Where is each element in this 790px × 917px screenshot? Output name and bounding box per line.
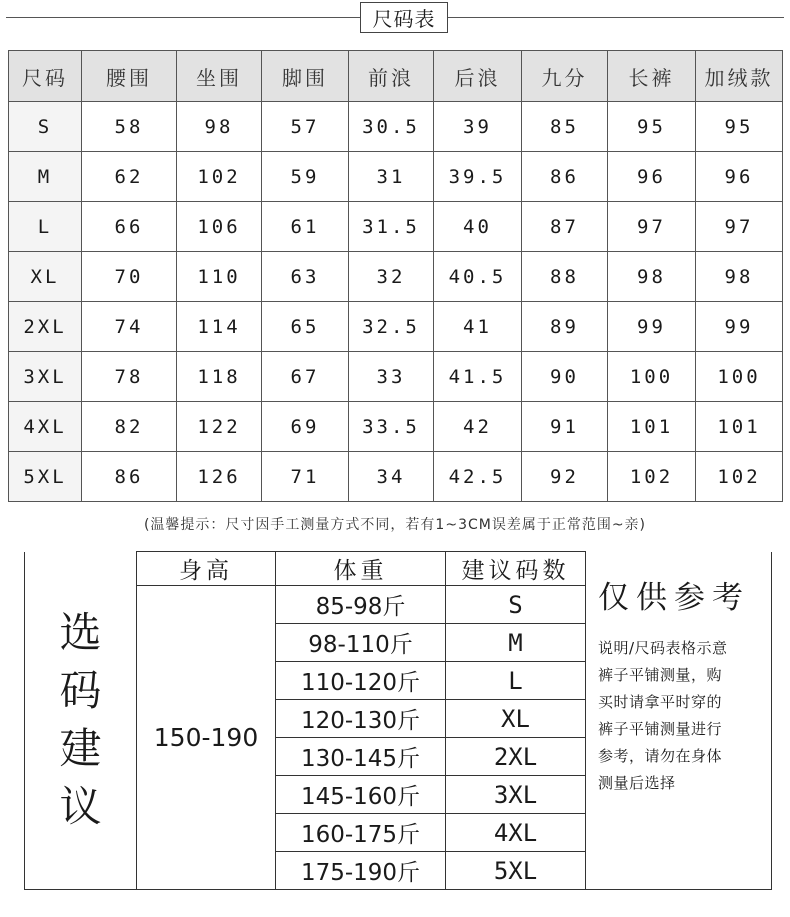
recommended-size-cell: XL bbox=[446, 700, 586, 738]
recommended-size-cell: 2XL bbox=[446, 738, 586, 776]
table-cell: 96 bbox=[608, 152, 696, 202]
size-cell: S bbox=[9, 102, 82, 152]
table-cell: 32 bbox=[349, 252, 434, 302]
table-cell: 106 bbox=[177, 202, 262, 252]
table-row bbox=[9, 202, 783, 252]
note-line: 裤子平铺测量进行 bbox=[598, 719, 723, 738]
table-row bbox=[9, 452, 783, 502]
table-cell: 34 bbox=[349, 452, 434, 502]
table-cell: 62 bbox=[82, 152, 177, 202]
recommended-size-cell: L bbox=[446, 662, 586, 700]
size-cell: L bbox=[9, 202, 82, 252]
header-hem: 脚围 bbox=[262, 51, 349, 102]
header-ankle-length: 九分 bbox=[522, 51, 608, 102]
table-cell: 92 bbox=[522, 452, 608, 502]
table-cell: 90 bbox=[522, 352, 608, 402]
title-divider-left bbox=[6, 17, 360, 18]
note-line: 说明/尺码表格示意 bbox=[598, 638, 728, 657]
table-cell: 32.5 bbox=[349, 302, 434, 352]
table-cell: 98 bbox=[177, 102, 262, 152]
note-title: 仅供参考 bbox=[598, 579, 750, 616]
table-cell: 98 bbox=[696, 252, 783, 302]
header-height: 身高 bbox=[137, 552, 276, 586]
table-cell: 110 bbox=[177, 252, 262, 302]
table-cell: 126 bbox=[177, 452, 262, 502]
table-cell: 74 bbox=[82, 302, 177, 352]
size-cell: 3XL bbox=[9, 352, 82, 402]
table-cell: 78 bbox=[82, 352, 177, 402]
weight-cell: 85-98斤 bbox=[276, 586, 446, 624]
note-line: 裤子平铺测量，购 bbox=[598, 665, 723, 684]
size-cell: M bbox=[9, 152, 82, 202]
measurement-tip: (温馨提示：尺寸因手工测量方式不同，若有1~3CM误差属于正常范围~亲) bbox=[143, 517, 647, 533]
table-cell: 71 bbox=[262, 452, 349, 502]
recommended-size-cell: M bbox=[446, 624, 586, 662]
table-cell: 82 bbox=[82, 402, 177, 452]
recommendation-label bbox=[25, 552, 137, 890]
recommended-size-cell: 5XL bbox=[446, 852, 586, 890]
table-cell: 102 bbox=[177, 152, 262, 202]
table-row bbox=[9, 102, 783, 152]
label-char: 议 bbox=[59, 782, 102, 832]
table-cell: 102 bbox=[696, 452, 783, 502]
weight-cell: 160-175斤 bbox=[276, 814, 446, 852]
table-row bbox=[9, 302, 783, 352]
table-cell: 31 bbox=[349, 152, 434, 202]
table-cell: 97 bbox=[608, 202, 696, 252]
header-fleece-length: 加绒款 bbox=[696, 51, 783, 102]
size-cell: 5XL bbox=[9, 452, 82, 502]
note-line: 测量后选择 bbox=[598, 773, 676, 792]
reference-note bbox=[586, 552, 772, 890]
recommended-size-cell: 4XL bbox=[446, 814, 586, 852]
table-cell: 69 bbox=[262, 402, 349, 452]
table-cell: 33 bbox=[349, 352, 434, 402]
size-chart-table bbox=[8, 50, 783, 502]
table-cell: 70 bbox=[82, 252, 177, 302]
header-size: 尺码 bbox=[9, 51, 82, 102]
label-char: 建 bbox=[59, 724, 102, 774]
table-cell: 95 bbox=[696, 102, 783, 152]
table-cell: 86 bbox=[82, 452, 177, 502]
size-cell: XL bbox=[9, 252, 82, 302]
table-cell: 39 bbox=[434, 102, 522, 152]
weight-cell: 175-190斤 bbox=[276, 852, 446, 890]
table-cell: 101 bbox=[608, 402, 696, 452]
table-cell: 40 bbox=[434, 202, 522, 252]
table-cell: 99 bbox=[608, 302, 696, 352]
table-cell: 57 bbox=[262, 102, 349, 152]
table-cell: 91 bbox=[522, 402, 608, 452]
label-char: 码 bbox=[59, 666, 102, 716]
table-cell: 95 bbox=[608, 102, 696, 152]
table-cell: 67 bbox=[262, 352, 349, 402]
table-cell: 61 bbox=[262, 202, 349, 252]
table-cell: 114 bbox=[177, 302, 262, 352]
header-waist: 腰围 bbox=[82, 51, 177, 102]
size-cell: 2XL bbox=[9, 302, 82, 352]
table-cell: 58 bbox=[82, 102, 177, 152]
label-char: 选 bbox=[59, 608, 102, 658]
table-cell: 102 bbox=[608, 452, 696, 502]
table-cell: 65 bbox=[262, 302, 349, 352]
note-line: 参考，请勿在身体 bbox=[598, 746, 723, 765]
table-cell: 31.5 bbox=[349, 202, 434, 252]
table-cell: 86 bbox=[522, 152, 608, 202]
table-cell: 87 bbox=[522, 202, 608, 252]
size-recommendation-table bbox=[24, 551, 772, 890]
table-cell: 41.5 bbox=[434, 352, 522, 402]
table-cell: 63 bbox=[262, 252, 349, 302]
weight-cell: 110-120斤 bbox=[276, 662, 446, 700]
table-cell: 100 bbox=[696, 352, 783, 402]
table-cell: 30.5 bbox=[349, 102, 434, 152]
recommended-size-cell: 3XL bbox=[446, 776, 586, 814]
table-cell: 85 bbox=[522, 102, 608, 152]
header-back-rise: 后浪 bbox=[434, 51, 522, 102]
table-cell: 88 bbox=[522, 252, 608, 302]
header-weight: 体重 bbox=[276, 552, 446, 586]
header-front-rise: 前浪 bbox=[349, 51, 434, 102]
table-cell: 97 bbox=[696, 202, 783, 252]
note-line: 买时请拿平时穿的 bbox=[598, 692, 723, 711]
table-cell: 101 bbox=[696, 402, 783, 452]
table-cell: 39.5 bbox=[434, 152, 522, 202]
table-cell: 96 bbox=[696, 152, 783, 202]
weight-cell: 145-160斤 bbox=[276, 776, 446, 814]
header-hip: 坐围 bbox=[177, 51, 262, 102]
header-recommended-size: 建议码数 bbox=[446, 552, 586, 586]
weight-cell: 130-145斤 bbox=[276, 738, 446, 776]
table-row bbox=[9, 252, 783, 302]
table-row bbox=[9, 352, 783, 402]
table-row bbox=[9, 152, 783, 202]
height-range: 150-190 bbox=[137, 586, 276, 890]
header-full-length: 长裤 bbox=[608, 51, 696, 102]
table-row bbox=[9, 402, 783, 452]
table-cell: 99 bbox=[696, 302, 783, 352]
size-chart-header-row bbox=[9, 51, 783, 102]
weight-cell: 120-130斤 bbox=[276, 700, 446, 738]
title-divider-right bbox=[448, 17, 784, 18]
table-cell: 40.5 bbox=[434, 252, 522, 302]
size-cell: 4XL bbox=[9, 402, 82, 452]
table-cell: 122 bbox=[177, 402, 262, 452]
recommended-size-cell: S bbox=[446, 586, 586, 624]
table-cell: 42.5 bbox=[434, 452, 522, 502]
page-title: 尺码表 bbox=[360, 2, 448, 33]
table-cell: 59 bbox=[262, 152, 349, 202]
table-cell: 98 bbox=[608, 252, 696, 302]
table-cell: 100 bbox=[608, 352, 696, 402]
table-cell: 33.5 bbox=[349, 402, 434, 452]
table-cell: 89 bbox=[522, 302, 608, 352]
table-cell: 42 bbox=[434, 402, 522, 452]
table-cell: 41 bbox=[434, 302, 522, 352]
table-cell: 118 bbox=[177, 352, 262, 402]
table-cell: 66 bbox=[82, 202, 177, 252]
weight-cell: 98-110斤 bbox=[276, 624, 446, 662]
